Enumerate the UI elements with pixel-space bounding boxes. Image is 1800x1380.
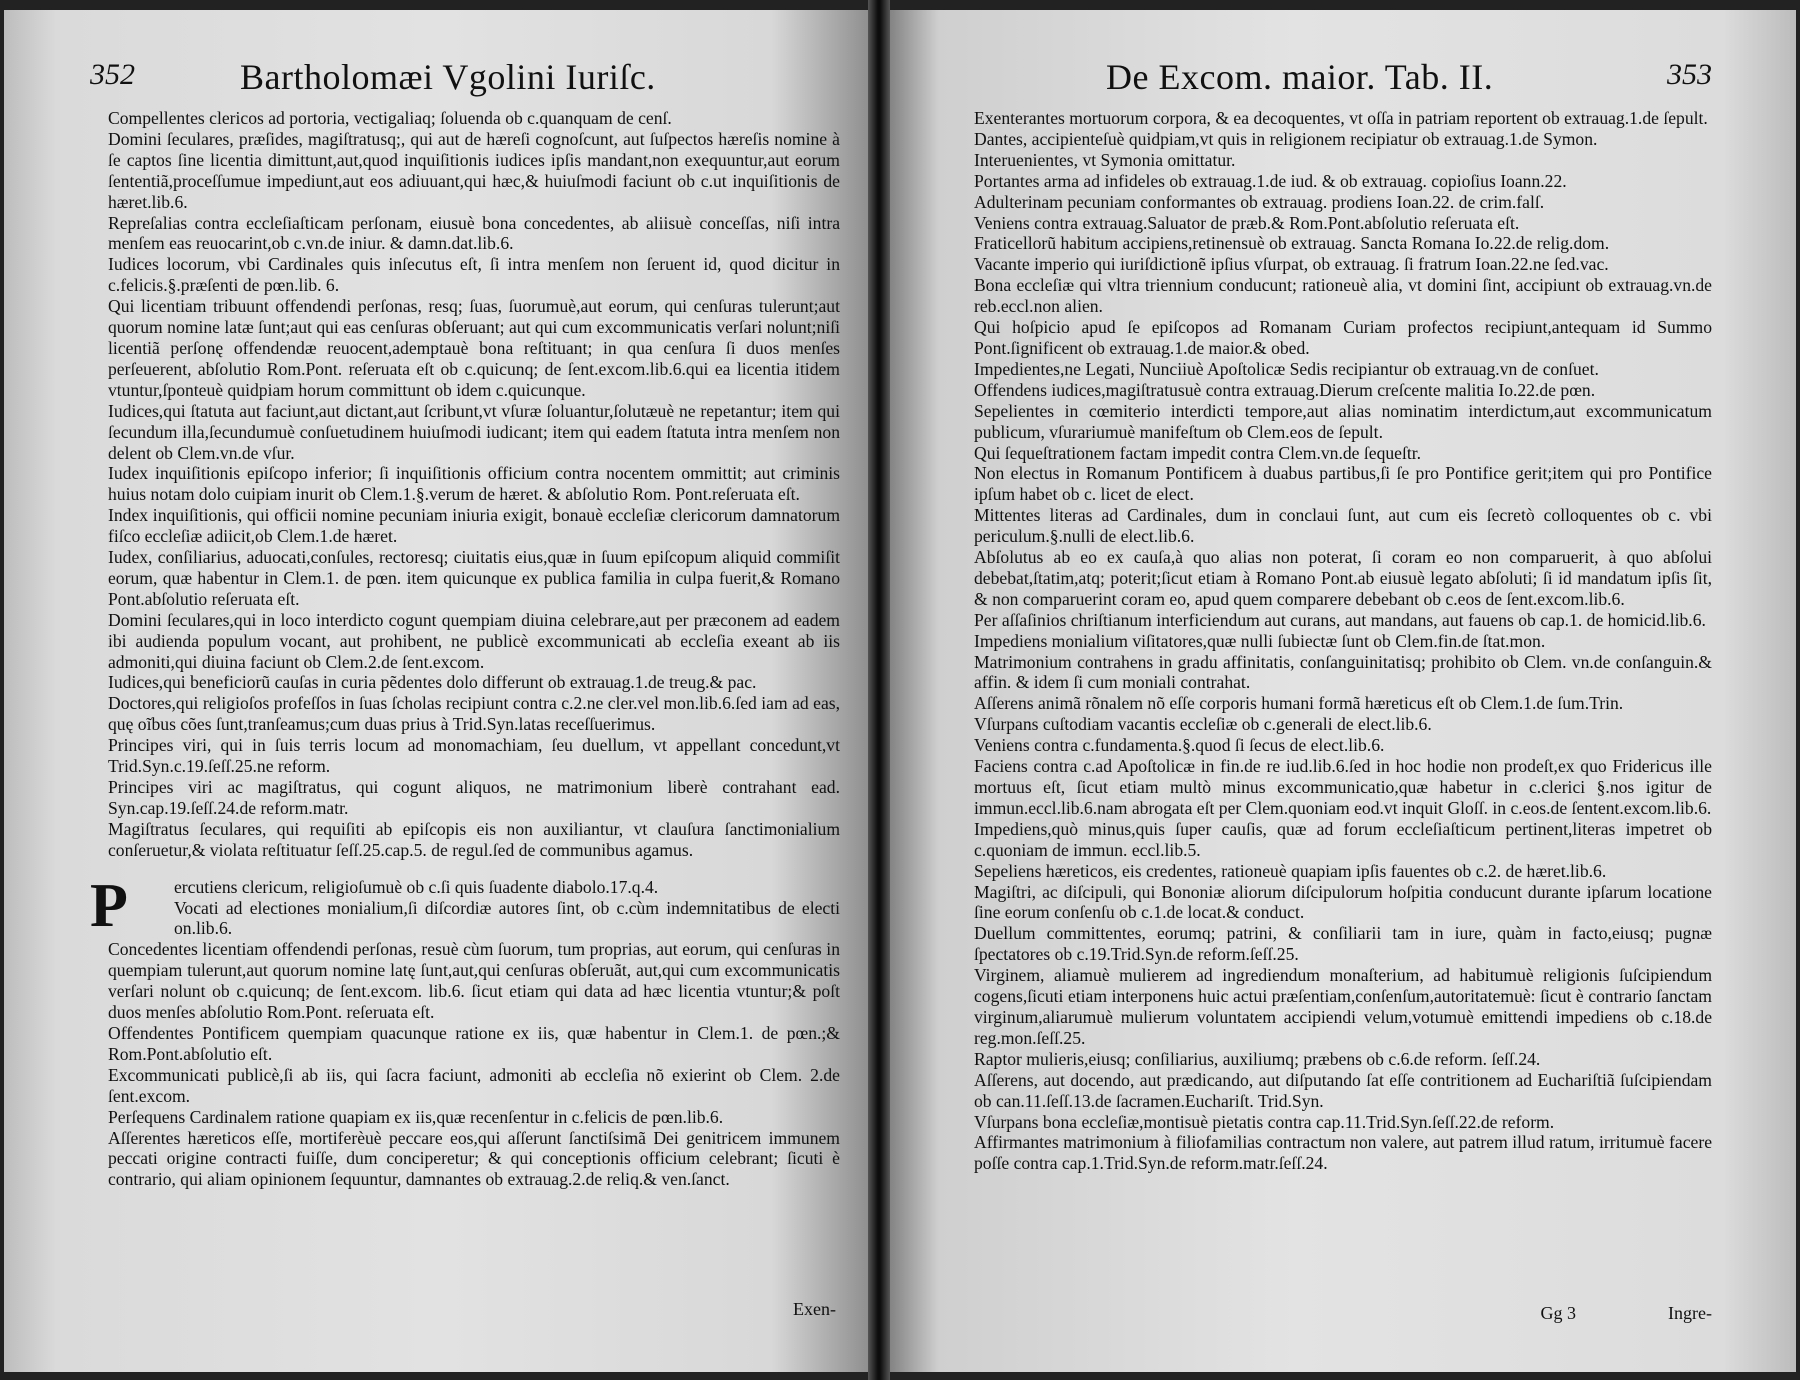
index-entry: Interuenientes, vt Symonia omittatur.	[974, 149, 1236, 170]
left-running-head	[90, 50, 840, 108]
index-entry: Impediens,quò minus,quis ſuper cauſis, quæ ad forum eccleſiaſticum pertinent,literas impetret ob c.quoniam de immun. eccl.lib.5.	[974, 818, 1712, 860]
index-entry: Veniens contra extrauag.Saluator de præb.& Rom.Pont.abſolutio reſeruata eſt.	[974, 212, 1520, 233]
index-entry: Aſſerentes hæreticos eſſe, mortiferèuè peccare eos,qui aſſerunt ſanctiſsimã Dei genitricem immunem peccati origine contracti fuiſſe, dum conciperetur; & qui conceptionis officium celebrant; ſicuti è contrario, qui aliam opinionem ſequuntur, damnantes ob extrauag.2.de reliq.& ven.ſanct.	[108, 1127, 840, 1190]
index-entry: Magiſtri, ac diſcipuli, qui Bononiæ aliorum diſcipulorum hoſpitia conducunt durante ipſarum locatione ſine eorum conſenſu ob c.1.de locat.& conduct.	[974, 881, 1712, 923]
section-block	[90, 871, 840, 940]
index-entry: Veniens contra c.fundamenta.§.quod ſi ſecus de elect.lib.6.	[974, 735, 1385, 756]
index-entry: Duellum committentes, eorumq; patrini, & conſiliarii tam in iure, quàm in facto,eiusq; pugnæ ſpectatores ob c.19.Trid.Syn.de reform.ſeſſ.25.	[974, 923, 1712, 965]
index-entry: Portantes arma ad infideles ob extrauag.1.de iud. & ob extrauag. copioſius Ioann.22.	[974, 170, 1567, 191]
left-catchword: Exen-	[793, 1299, 836, 1319]
right-running-head	[956, 50, 1712, 108]
index-entry: ercutiens clericum, religioſumuè ob c.ſi quis ſuadente diabolo.17.q.4.	[174, 876, 659, 897]
index-entry: Faciens contra c.ad Apoſtolicæ in fin.de re iud.lib.6.ſed in hoc hodie non prodeſt,ex quo Fridericus ille mortuus eſt, ſicut etiam multò minus excommunicatio,quæ habetur in c.clerici §.nos igitur de immun.eccl.lib.6.nam abrogata eſt per Clem.quoniam eod.vt inquit Gloſſ. in c.eos.de ſentent.excom.lib.6.	[974, 756, 1712, 818]
right-page-number: 353	[1667, 58, 1712, 91]
index-entry: Domini ſeculares, præſides, magiſtratusq;, qui aut de hæreſi cognoſcunt, aut ſuſpectos hæreſis nomine à ſe captos ſine licentia dimittunt,aut,quod inquiſitionis iudices ipſis mandant,non exequuntur,aut eorum ſententiã,proceſſumue impediunt,aut eos adiuuant,qui hæc,& huiuſmodi faciunt ob c.ut inquiſitionis de hæret.lib.6.	[108, 128, 840, 212]
index-entry: Fraticellorũ habitum accipiens,retinensuè ob extrauag. Sancta Romana Io.22.de relig.dom.	[974, 233, 1610, 254]
index-entry: Vacante imperio qui iuriſdictionẽ ipſius vſurpat, ob extrauag. ſi fratrum Ioan.22.ne ſed.vac.	[974, 254, 1609, 275]
index-entry: Bona eccleſiæ qui vltra triennium conducunt; rationeuè alia, vt domini ſint, accipiunt ob extrauag.vn.de reb.eccl.non alien.	[974, 275, 1712, 317]
index-entry: Qui ſequeſtrationem factam impedit contra Clem.vn.de ſequeſtr.	[974, 442, 1422, 463]
index-entry: Mittentes literas ad Cardinales, dum in conclaui ſunt, aut cum eis ſecretò colloquentes ob c. vbi periculum.§.nulli de elect.lib.6.	[974, 505, 1712, 547]
index-entry: Aſſerens animã rõnalem nõ eſſe corporis humani formã hæreticus eſt ob Clem.1.de ſum.Trin.	[974, 693, 1624, 714]
index-entry: Matrimonium contrahens in gradu affinitatis, conſanguinitatisq; prohibito ob Clem. vn.de conſanguin.& affin. & idem ſi cum moniali contrahat.	[974, 651, 1712, 693]
index-entry: Domini ſeculares,qui in loco interdicto cogunt quempiam diuina celebrare,aut per præconem ad eadem ibi audienda populum vocant, aut prohibent, ne publicè excommunicati ab eccleſia exeant ab iis admoniti,qui diuina faciunt ob Clem.2.de ſent.excom.	[108, 609, 840, 672]
index-entry: Concedentes licentiam offendendi perſonas, resuè cùm ſuorum, tum proprias, aut eorum, qui cenſuras in quempiam tulerunt,aut quorum nomine latę ſunt,aut,qui cenſuras obſeruãt, aut,qui cum excommunicatis verſari nolunt ob c.quicunq; de ſent.excom. lib.6. ſicut etiam qui data ad hæc licentia vtuntur;& poſt duos menſes abſolutio Rom.Pont. reſeruata eſt.	[108, 939, 840, 1023]
index-entry: Compellentes clericos ad portoria, vectigaliaq; ſoluenda ob c.quanquam de cenſ.	[108, 108, 672, 128]
index-entry: Impedientes,ne Legati, Nunciiuè Apoſtolicæ Sedis recipiantur ob extrauag.vn de conſuet.	[974, 358, 1599, 379]
right-entries	[956, 108, 1712, 1174]
index-entry: Aſſerens, aut docendo, aut prædicando, aut diſputando ſat eſſe contritionem ad Euchariſtiã ſuſcipiendam ob can.11.ſeſſ.13.de ſacramen.Euchariſt. Trid.Syn.	[974, 1069, 1712, 1111]
index-entry: Adulterinam pecuniam conformantes ob extrauag. prodiens Ioan.22. de crim.falſ.	[974, 191, 1545, 212]
index-entry: Vſurpans cuſtodiam vacantis eccleſiæ ob c.generali de elect.lib.6.	[974, 714, 1432, 735]
index-entry: Iudex, conſiliarius, aduocati,conſules, rectoresq; ciuitatis eius,quæ in ſuum epiſcopum aliquid commiſit eorum, quæ habentur in Clem.1. de pœn. item quicunque ex publica familia in culpa fuerit,& Romano Pont.abſolutio reſeruata eſt.	[108, 547, 840, 609]
index-entry: Qui hoſpicio apud ſe epiſcopos ad Romanam Curiam profectos recipiunt,antequam id Summo Pont.ſignificent ob extrauag.1.de maior.& obed.	[974, 317, 1712, 358]
index-entry: Impediens monialium viſitatores,quæ nulli ſubiectæ ſunt ob Clem.fin.de ſtat.mon.	[974, 630, 1546, 651]
index-entry: Affirmantes matrimonium à filiofamilias contractum non valere, aut patrem illud ratum, irritumuè facere poſſe contra cap.1.Trid.Syn.de reform.matr.ſeſſ.24.	[974, 1132, 1712, 1174]
index-entry: Doctores,qui religioſos profeſſos in ſuas ſcholas recipiunt contra c.2.ne cler.vel mon.lib.6.ſed iam ad eas, quę oĩbus cões ſunt,tranſeamus;cum duas prius à Trid.Syn.latas receſſuerimus.	[108, 693, 840, 735]
index-entry: Iudices,qui ſtatuta aut faciunt,aut dictant,aut ſcribunt,vt vſuræ ſoluantur,ſolutæuè ne repetantur; item qui ſecundum illa,ſecundumuè conſuetudinem huiuſmodi iudicant; item qui eadem ſtatuta intra menſem non delent ob Clem.vn.de vſur.	[108, 400, 840, 463]
index-entry: Exenterantes mortuorum corpora, & ea decoquentes, vt oſſa in patriam reportent ob extrauag.1.de ſepult.	[974, 108, 1708, 128]
index-entry: Per aſſaſinios chriſtianum interficiendum aut curans, aut mandans, aut fauens ob cap.1. de homicid.lib.6.	[974, 609, 1706, 630]
index-entry: Qui licentiam tribuunt offendendi perſonas, resq; ſuas, ſuorumuè,aut eorum, qui cenſuras tulerunt;aut quorum nomine latæ ſunt;aut qui eas cenſuras obſeruant; aut qui cum excommunicatis verſari nolunt;niſi licentiã perſonę offendendæ reuocent,ademptauè bona reſtituant; in qua cenſura ſi duos menſes perſeuerent, abſolutio Rom.Pont. reſeruata eſt ob c.quicunq; de ſent.excom.lib.6.qui ea licentia itidem vtuntur,ſponteuè quidpiam horum committunt ob idem c.quicunque.	[108, 296, 840, 400]
index-entry: Principes viri, qui in ſuis terris locum ad monomachiam, ſeu duellum, vt appellant concedunt,vt Trid.Syn.c.19.ſeſſ.25.ne reform.	[108, 735, 840, 777]
index-entry: Index inquiſitionis, qui officii nomine pecuniam iniuria exigit, bonauè eccleſiæ clericorum damnatorum fiſco eccleſiæ adiicit,ob Clem.1.de hæret.	[108, 505, 840, 547]
signature-mark: Gg 3	[1540, 1303, 1576, 1323]
index-entry: Sepelientes in cœmiterio interdicti tempore,aut alias nominatim interdictum,aut excommunicatum publicum, vſurariumuè manifeſtum ob Clem.eos de ſepult.	[974, 400, 1712, 442]
book-gutter	[868, 0, 890, 1380]
index-entry: Virginem, aliamuè mulierem ad ingrediendum monaſterium, ad habitumuè religionis ſuſcipiendum cogens,ſicuti etiam interponens huic actui præſentiam,conſenſum,autoritatemuè: ſicut è contrario ſanctam virginum,aliarumuè mulierum voluntatem accipiendi velum,votumuè emittendi impediens ob c.18.de reg.mon.ſeſſ.25.	[974, 965, 1712, 1048]
index-entry: Offendens iudices,magiſtratusuè contra extrauag.Dierum creſcente malitia Io.22.de pœn.	[974, 379, 1596, 400]
right-catchword: Ingre-	[1668, 1303, 1712, 1323]
index-entry: Sepeliens hæreticos, eis credentes, rationeuè quapiam ipſis fauentes ob c.2. de hæret.lib.6.	[974, 860, 1607, 881]
left-entries	[90, 108, 840, 861]
left-page-number: 352	[90, 58, 135, 91]
index-entry: Raptor mulieris,eiusq; conſiliarius, auxiliumq; præbens ob c.6.de reform. ſeſſ.24.	[974, 1048, 1541, 1069]
index-entry: Iudices locorum, vbi Cardinales quis inſecutus eſt, ſi intra menſem non ſeruent id, quod dicitur in c.felicis.§.præſenti de pœn.lib. 6.	[108, 254, 840, 296]
drop-cap-initial: P	[90, 871, 128, 940]
right-head-title: De Excom. maior. Tab. II.	[1106, 57, 1494, 97]
index-entry: Vocati ad electiones monialium,ſi diſcordiæ autores ſint, ob c.cùm indemnitatibus de electi on.lib.6.	[174, 897, 840, 939]
right-page	[884, 10, 1796, 1372]
left-page	[4, 10, 876, 1372]
index-entry: Non electus in Romanum Pontificem à duabus partibus,ſi ſe pro Pontifice gerit;item qui pro Pontifice ipſum habet ob c. licet de elect.	[974, 463, 1712, 505]
index-entry: Iudex inquiſitionis epiſcopo inferior; ſi inquiſitionis officium contra nocentem ommittit; aut criminis huius notam dolo cuipiam inurit ob Clem.1.§.verum de hæret. & abſolutio Rom. Pont.reſeruata eſt.	[108, 463, 840, 505]
index-entry: Magiſtratus ſeculares, qui requiſiti ab epiſcopis eis non auxiliantur, vt clauſura ſanctimonialium conſeruetur,& violata reſtituatur ſeſſ.25.cap.5. de regul.ſed de communibus agamus.	[108, 818, 840, 860]
left-head-title: Bartholomæi Vgolini Iuriſc.	[240, 57, 656, 97]
index-entry: Vſurpans bona eccleſiæ,montisuè pietatis contra cap.11.Trid.Syn.ſeſſ.22.de reform.	[974, 1111, 1555, 1132]
left-entries-after	[90, 939, 840, 1190]
index-entry: Offendentes Pontificem quempiam quacunque ratione ex iis, quæ habentur in Clem.1. de pœn.;& Rom.Pont.abſolutio eſt.	[108, 1022, 840, 1064]
index-entry: Excommunicati publicè,ſi ab iis, qui ſacra faciunt, admoniti ab eccleſia nõ exierint ob Clem. 2.de ſent.excom.	[108, 1064, 840, 1106]
index-entry: Abſolutus ab eo ex cauſa,à quo alias non poterat, ſi coram eo non comparuerit, à quo abſolui debebat,ſtatim,atq; poterit;ſicut etiam à Romano Pont.ab eiusuè legato abſoluti; ſi id mandatum ipſis ſit, & non comparuerint coram eo, apud quem comparere debebant ob c.eos de ſent.excom.lib.6.	[974, 547, 1712, 609]
index-entry: Dantes, accipienteſuè quidpiam,vt quis in religionem recipiatur ob extrauag.1.de Symon.	[974, 128, 1598, 149]
index-entry: Repreſalias contra eccleſiaſticam perſonam, eiusuè bona concedentes, ab aliisuè conceſſas, niſi intra menſem eas reuocarint,ob c.vn.de iniur. & damn.dat.lib.6.	[108, 212, 840, 254]
index-entry: Iudices,qui beneficiorũ cauſas in curia pẽdentes dolo differunt ob extrauag.1.de treug.& pac.	[108, 672, 757, 693]
index-entry: Principes viri ac magiſtratus, qui cogunt aliquos, ne matrimonium liberè contrahant ead. Syn.cap.19.ſeſſ.24.de reform.matr.	[108, 777, 840, 818]
index-entry: Perſequens Cardinalem ratione quapiam ex iis,quæ recenſentur in c.felicis de pœn.lib.6.	[108, 1106, 724, 1127]
